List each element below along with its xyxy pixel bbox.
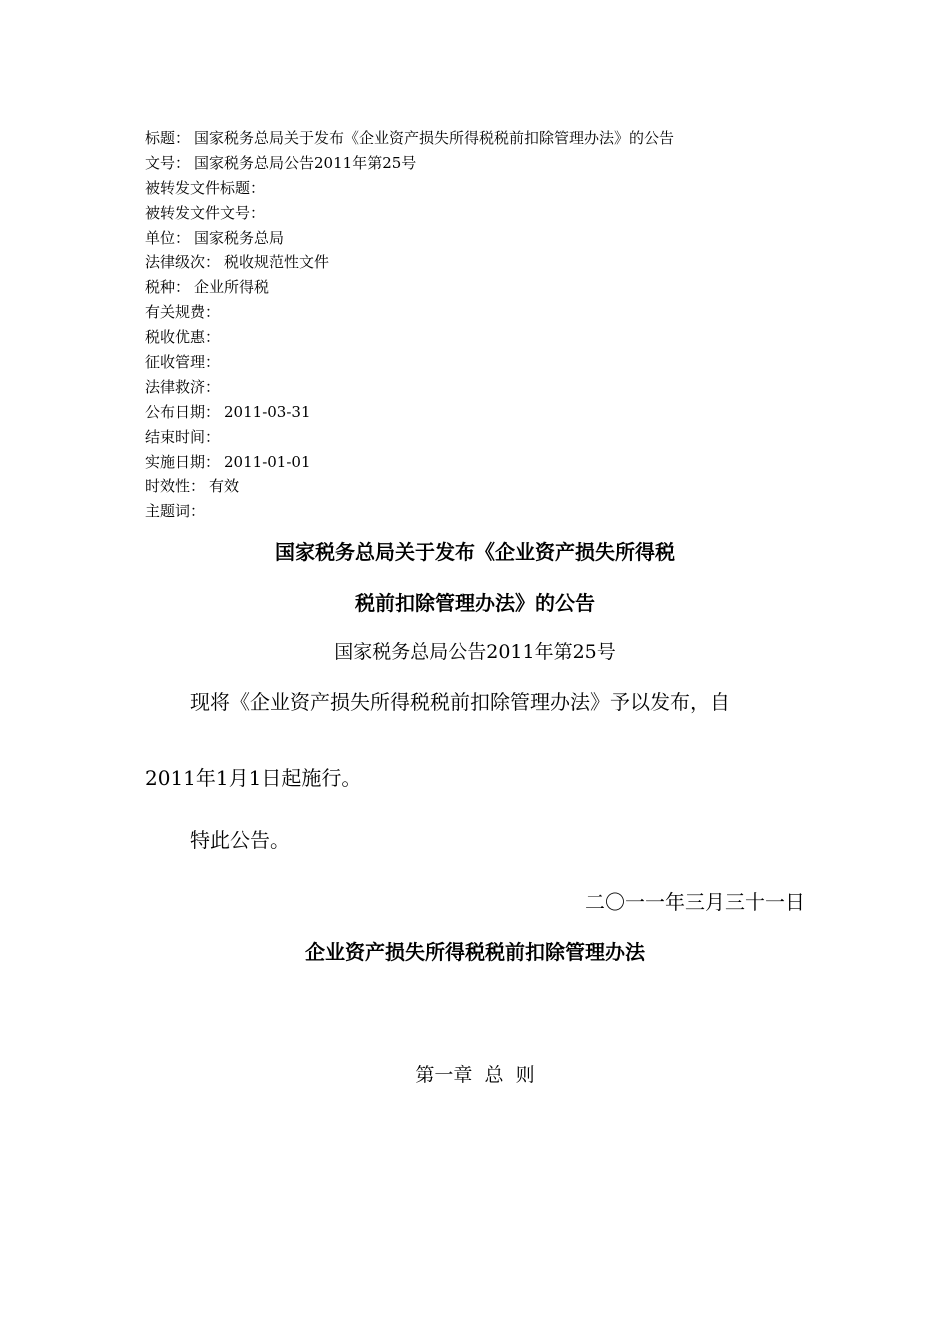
issue-date: 二〇一一年三月三十一日 xyxy=(585,890,805,914)
meta-label: 时效性： xyxy=(145,477,206,496)
meta-row-end-time xyxy=(145,425,674,450)
meta-value: 税收规范性文件 xyxy=(224,253,330,272)
meta-label: 结束时间： xyxy=(145,427,221,446)
meta-label: 标题： xyxy=(145,129,191,147)
meta-label: 被转发文件文号： xyxy=(145,203,266,222)
document-metadata xyxy=(145,126,674,524)
meta-label: 单位： xyxy=(145,228,191,247)
meta-label: 税种： xyxy=(145,278,191,297)
document-title-line-2: 税前扣除管理办法》的公告 xyxy=(355,591,595,615)
meta-label: 实施日期： xyxy=(145,452,221,471)
meta-row-fees xyxy=(145,300,674,325)
meta-label: 有关规费： xyxy=(145,303,221,322)
meta-value: 国家税务总局公告2011年第25号 xyxy=(194,153,417,172)
meta-label: 税收优惠： xyxy=(145,328,221,347)
meta-value: 国家税务总局关于发布《企业资产损失所得税税前扣除管理办法》的公告 xyxy=(194,129,675,147)
meta-value: 企业所得税 xyxy=(194,278,270,297)
meta-label: 主题词： xyxy=(145,502,206,521)
meta-row-legal-level xyxy=(145,250,674,275)
meta-value: 2011-03-31 xyxy=(224,402,311,421)
meta-row-title xyxy=(145,126,674,151)
meta-label: 文号： xyxy=(145,153,191,172)
meta-label: 法律救济： xyxy=(145,377,221,396)
meta-row-forwarded-number xyxy=(145,201,674,226)
paragraph-1-line-1: 现将《企业资产损失所得税税前扣除管理办法》予以发布，自 xyxy=(190,690,730,714)
document-title-line-1: 国家税务总局关于发布《企业资产损失所得税 xyxy=(275,540,675,564)
paragraph-1-line-2: 2011年1月1日起施行。 xyxy=(145,766,362,790)
meta-row-effective-date xyxy=(145,450,674,475)
meta-row-unit xyxy=(145,226,674,251)
meta-row-tax-incentives xyxy=(145,325,674,350)
paragraph-2: 特此公告。 xyxy=(190,828,290,852)
chapter-heading: 第一章 总 则 xyxy=(415,1064,535,1086)
meta-value: 国家税务总局 xyxy=(194,228,285,247)
meta-row-validity xyxy=(145,474,674,499)
meta-label: 征收管理： xyxy=(145,353,221,372)
document-number: 国家税务总局公告2011年第25号 xyxy=(334,641,616,663)
meta-row-collection xyxy=(145,350,674,375)
meta-row-legal-relief xyxy=(145,375,674,400)
meta-row-tax-type xyxy=(145,275,674,300)
measure-title: 企业资产损失所得税税前扣除管理办法 xyxy=(305,940,645,964)
meta-value: 2011-01-01 xyxy=(224,452,311,471)
meta-row-doc-number xyxy=(145,151,674,176)
meta-label: 公布日期： xyxy=(145,402,221,421)
meta-label: 法律级次： xyxy=(145,253,221,272)
meta-row-publish-date xyxy=(145,400,674,425)
meta-row-forwarded-title xyxy=(145,176,674,201)
meta-row-keywords xyxy=(145,499,674,524)
meta-value: 有效 xyxy=(209,477,240,496)
meta-label: 被转发文件标题： xyxy=(145,178,266,197)
